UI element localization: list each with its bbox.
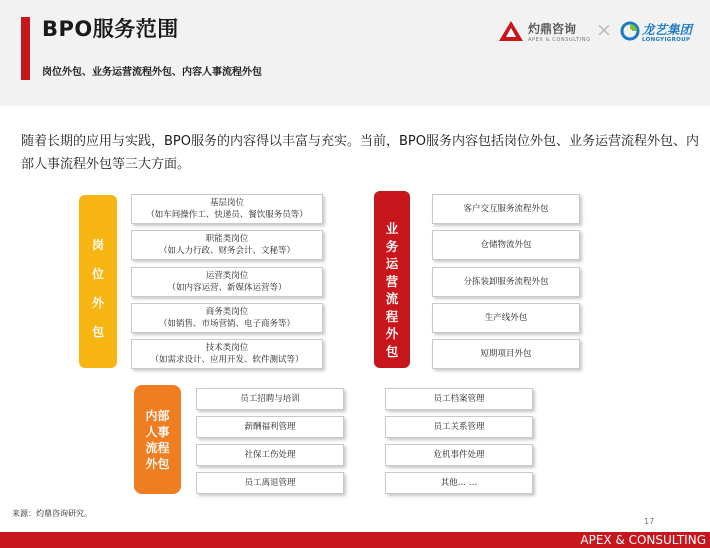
pill-char: 流 <box>385 291 399 306</box>
pill-char: 运 <box>385 256 399 271</box>
pill-line: 内部 <box>145 409 170 423</box>
post-item-name: 运营类岗位 <box>205 271 249 281</box>
longyi-logo-cn: 龙艺集团 <box>642 22 693 37</box>
hr-item: 员工离退管理 <box>196 472 344 494</box>
business-item: 客户交互服务流程外包 <box>432 194 580 224</box>
post-item <box>131 194 323 224</box>
post-item-name: 基层岗位 <box>209 198 244 208</box>
post-item <box>131 303 323 333</box>
post-item-desc: （如车间操作工、快递员、餐饮服务员等） <box>146 210 308 220</box>
post-item-desc: （如人力行政、财务会计、文秘等） <box>158 246 295 256</box>
hr-item: 员工招聘与培训 <box>196 388 344 410</box>
hr-item: 危机事件处理 <box>385 444 533 466</box>
internal-hr-label <box>134 385 181 494</box>
pill-char: 业 <box>385 221 399 236</box>
pill-line: 人事 <box>145 425 170 439</box>
pill-char: 程 <box>385 308 399 324</box>
pill-char: 营 <box>385 273 399 289</box>
header-band <box>0 0 710 106</box>
longyi-swirl-icon <box>620 21 640 41</box>
page-subtitle: 岗位外包、业务运营流程外包、内容人事流程外包 <box>42 67 262 78</box>
business-item: 仓储物流外包 <box>432 230 580 260</box>
hr-item: 其他… … <box>385 472 533 494</box>
business-item: 分拣装卸服务流程外包 <box>432 267 580 297</box>
business-process-label <box>374 191 410 368</box>
pill-char: 位 <box>91 267 104 281</box>
hr-item: 社保工伤处理 <box>196 444 344 466</box>
intro-paragraph: 随着长期的应用与实践，BPO服务的内容得以丰富与充实。当前，BPO服务内容包括岗位外包、业务运营流程外包、内部人事流程外包等三大方面。 <box>21 134 699 172</box>
title-accent-bar <box>21 17 30 80</box>
page-title: BPO服务范围 <box>42 17 179 41</box>
hr-item: 员工档案管理 <box>385 388 533 410</box>
source-note: 来源：灼鼎咨询研究。 <box>12 509 92 518</box>
page-number: 17 <box>644 517 655 526</box>
apex-logo-en: APEX & CONSULTING <box>528 37 591 43</box>
apex-triangle-icon <box>499 21 523 41</box>
post-item <box>131 230 323 260</box>
post-item-desc: （如需求设计、应用开发、软件测试等） <box>150 355 304 365</box>
pill-char: 外 <box>91 296 104 310</box>
footer-brand: APEX & CONSULTING <box>580 533 706 547</box>
footer-bar <box>0 532 710 548</box>
longyi-logo-en: LONGYIGROUP <box>642 37 691 43</box>
post-item-name: 技术类岗位 <box>205 343 249 353</box>
post-item <box>131 339 323 369</box>
pill-char: 务 <box>385 238 399 254</box>
pill-line: 外包 <box>145 457 170 471</box>
hr-item: 员工关系管理 <box>385 416 533 438</box>
pill-char: 外 <box>385 326 399 341</box>
hr-item: 薪酬福利管理 <box>196 416 344 438</box>
pill-char: 岗 <box>91 238 104 252</box>
post-item <box>131 267 323 297</box>
post-item-desc: （如内容运营、新媒体运营等） <box>167 283 287 293</box>
post-item-name: 商务类岗位 <box>205 307 249 317</box>
pill-char: 包 <box>91 325 104 339</box>
pill-line: 流程 <box>145 441 170 455</box>
post-item-desc: （如销售、市场营销、电子商务等） <box>158 319 295 329</box>
longyi-logo <box>620 20 700 50</box>
pill-char: 包 <box>385 343 399 359</box>
business-item: 生产线外包 <box>432 303 580 333</box>
business-item: 短期项目外包 <box>432 339 580 369</box>
post-item-name: 职能类岗位 <box>205 234 249 244</box>
apex-logo-cn: 灼鼎咨询 <box>528 22 577 36</box>
apex-logo <box>499 19 599 49</box>
post-outsourcing-label <box>79 195 117 368</box>
logo-separator: × <box>596 19 612 41</box>
